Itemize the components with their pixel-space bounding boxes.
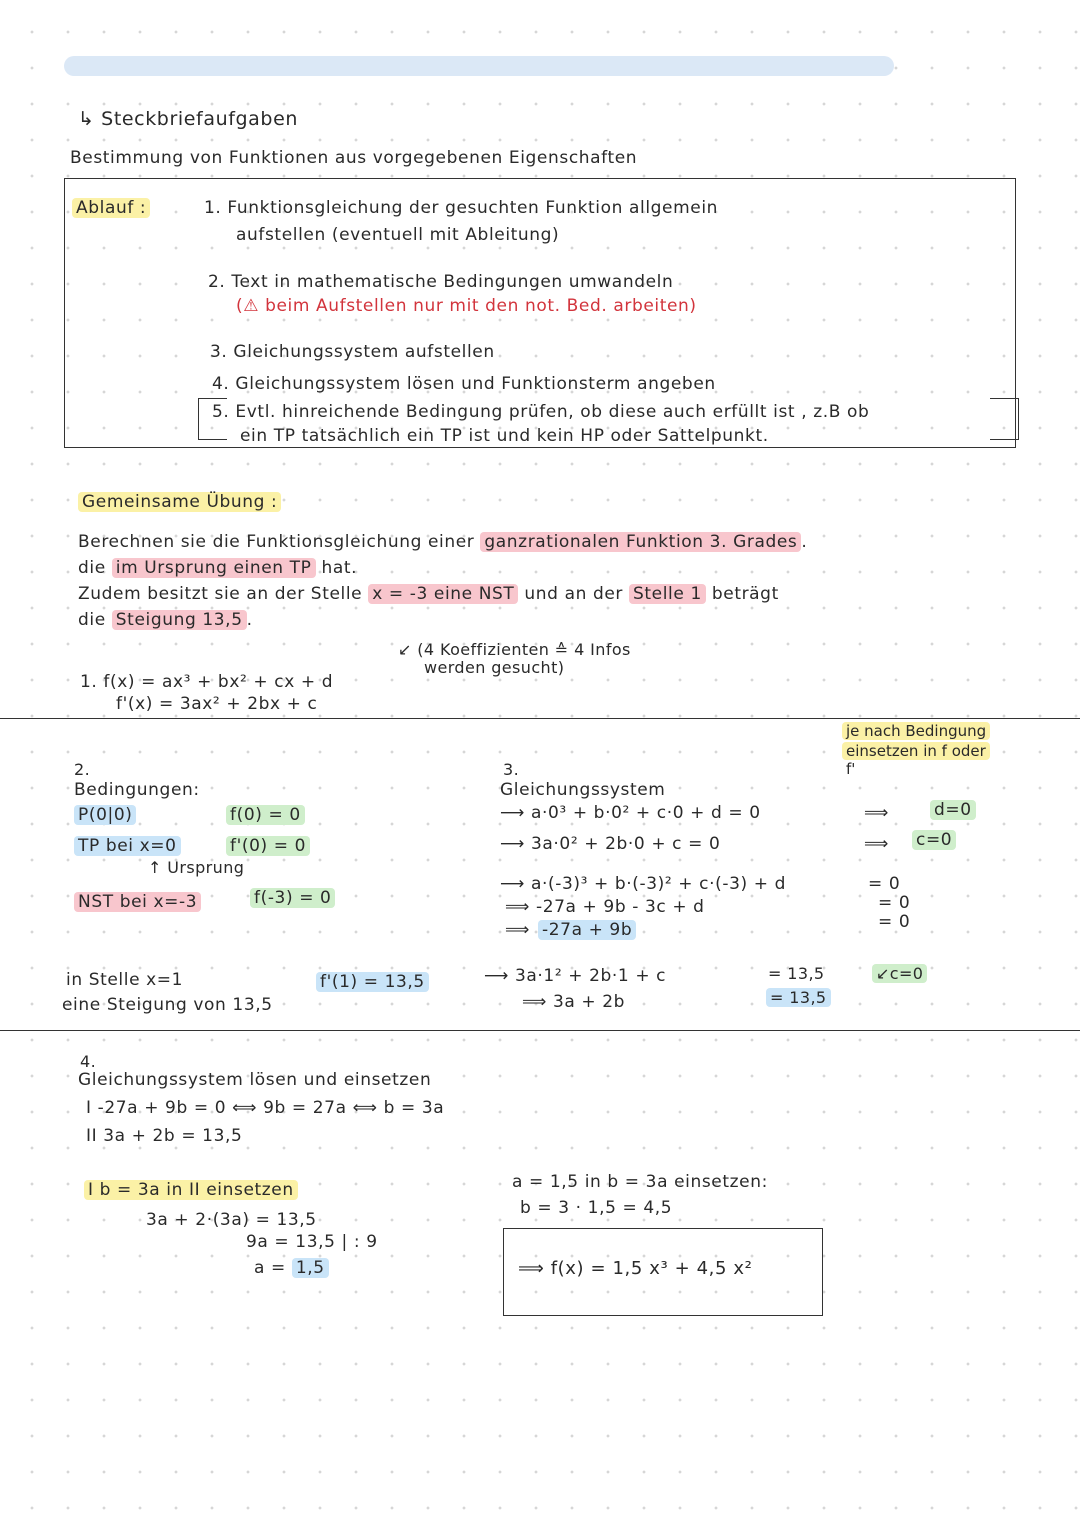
procedure-step-5: 5. Evtl. hinreichende Bedingung prüfen, ob diese auch erfüllt ist , z.B ob [212,402,870,422]
step4-number: 4. [80,1052,97,1071]
equation-1: ⟶ a·0³ + b·0² + c·0 + d = 0 [500,803,761,823]
result-c: c=0 [912,830,956,850]
step5-bracket-right [990,398,1019,440]
slope-label: in Stelle x=1 [66,970,184,990]
equation-2-arrow: ⟹ [864,834,889,854]
procedure-step-2: 2. Text in mathematische Bedingungen umwandeln [208,272,674,292]
equation-4-simplified-rhs: = 13,5 [766,988,831,1007]
equation-3: ⟶ a·(-3)³ + b·(-3)² + c·(-3) + d [500,874,786,894]
procedure-step-2-warning: (⚠ beim Aufstellen nur mit den not. Bed. arbeiten) [236,296,697,316]
a-value: a = 1,5 in b = 3a einsetzen: [512,1172,768,1192]
step3-number: 3. [503,760,520,779]
step2-number: 2. [74,760,91,779]
procedure-step-1-cont: aufstellen (eventuell mit Ableitung) [236,225,560,245]
origin-note: ↑ Ursprung [148,858,245,877]
point-origin: P(0|0) [74,805,136,825]
coefficient-note-cont: werden gesucht) [424,658,565,677]
equation-3-reduced-arrow: ⟹ [505,920,530,940]
substitution-3: a = 1,5 [254,1258,329,1278]
exercise-line-2: die im Ursprung einen TP hat. [78,558,358,578]
result-d: d=0 [930,800,976,820]
procedure-step-1: 1. Funktionsgleichung der gesuchten Funktion allgemein [204,198,719,218]
exercise-line-4: die Steigung 13,5 . [78,610,253,630]
side-note-line-1: je nach Bedingung [842,722,990,740]
equation-3-reduced: -27a + 9b [538,920,636,940]
condition-fprime0: f'(0) = 0 [226,836,310,856]
exercise-title: Gemeinsame Übung : [78,492,281,512]
side-note-line-3: f' [846,760,856,778]
substitution-1: 3a + 2·(3a) = 13,5 [146,1210,317,1230]
page-subtitle: Bestimmung von Funktionen aus vorgegebenen Eigenschaften [70,148,638,168]
result-function: ⟹ f(x) = 1,5 x³ + 4,5 x² [518,1258,753,1279]
condition-fprime1: f'(1) = 13,5 [316,972,429,992]
step3-title: Gleichungssystem [500,780,666,800]
procedure-step-4: 4. Gleichungssystem lösen und Funktionsterm angeben [212,374,716,394]
procedure-step-3: 3. Gleichungssystem aufstellen [210,342,495,362]
exercise-line-1: Berechnen sie die Funktionsgleichung einer ganzrationalen Funktion 3. Grades . [78,532,808,552]
nst-label: NST bei x=-3 [74,892,201,912]
side-note-line-2: einsetzen in f oder [842,742,990,760]
procedure-label: Ablauf : [72,198,150,218]
substitution-2: 9a = 13,5 | : 9 [246,1232,378,1252]
slope-label-cont: eine Steigung von 13,5 [62,995,273,1015]
step4-title: Gleichungssystem lösen und einsetzen [78,1070,432,1090]
system-eq-1: I -27a + 9b = 0 ⟺ 9b = 27a ⟺ b = 3a [86,1098,445,1118]
condition-f-minus3: f(-3) = 0 [250,888,335,908]
tp-label: TP bei x=0 [74,836,181,856]
equation-4-simplified: ⟹ 3a + 2b [522,992,626,1012]
exercise-line-3: Zudem besitzt sie an der Stelle x = -3 eine NST und an der Stelle 1 beträgt [78,584,779,604]
equation-1-arrow: ⟹ [864,803,889,823]
equation-3-rhs: = 0 [868,874,901,894]
c-zero-note: ↙c=0 [872,964,927,983]
title-highlight-bar [64,56,894,76]
coefficient-note: ↙ (4 Koeffizienten ≙ 4 Infos [398,640,631,659]
equation-3-simplified: ⟹ -27a + 9b - 3c + d [505,897,705,917]
general-derivative: f'(x) = 3ax² + 2bx + c [116,694,318,714]
general-function: 1. f(x) = ax³ + bx² + cx + d [80,672,334,692]
step2-title: Bedingungen: [74,780,200,800]
page-heading: ↳ Steckbriefaufgaben [78,108,299,130]
equation-3-simplified-rhs: = 0 [878,893,911,913]
b-value: b = 3 · 1,5 = 4,5 [520,1198,673,1218]
equation-4-rhs: = 13,5 [768,964,825,983]
equation-4: ⟶ 3a·1² + 2b·1 + c [484,966,667,986]
substitution-title: I b = 3a in II einsetzen [84,1180,298,1200]
equation-3-reduced-rhs: = 0 [878,912,911,932]
condition-f0: f(0) = 0 [226,805,305,825]
equation-2: ⟶ 3a·0² + 2b·0 + c = 0 [500,834,721,854]
system-eq-2: II 3a + 2b = 13,5 [86,1126,243,1146]
divider-2 [0,1030,1080,1031]
procedure-step-5-cont: ein TP tatsächlich ein TP ist und kein HP oder Sattelpunkt. [240,426,769,446]
divider-1 [0,718,1080,719]
